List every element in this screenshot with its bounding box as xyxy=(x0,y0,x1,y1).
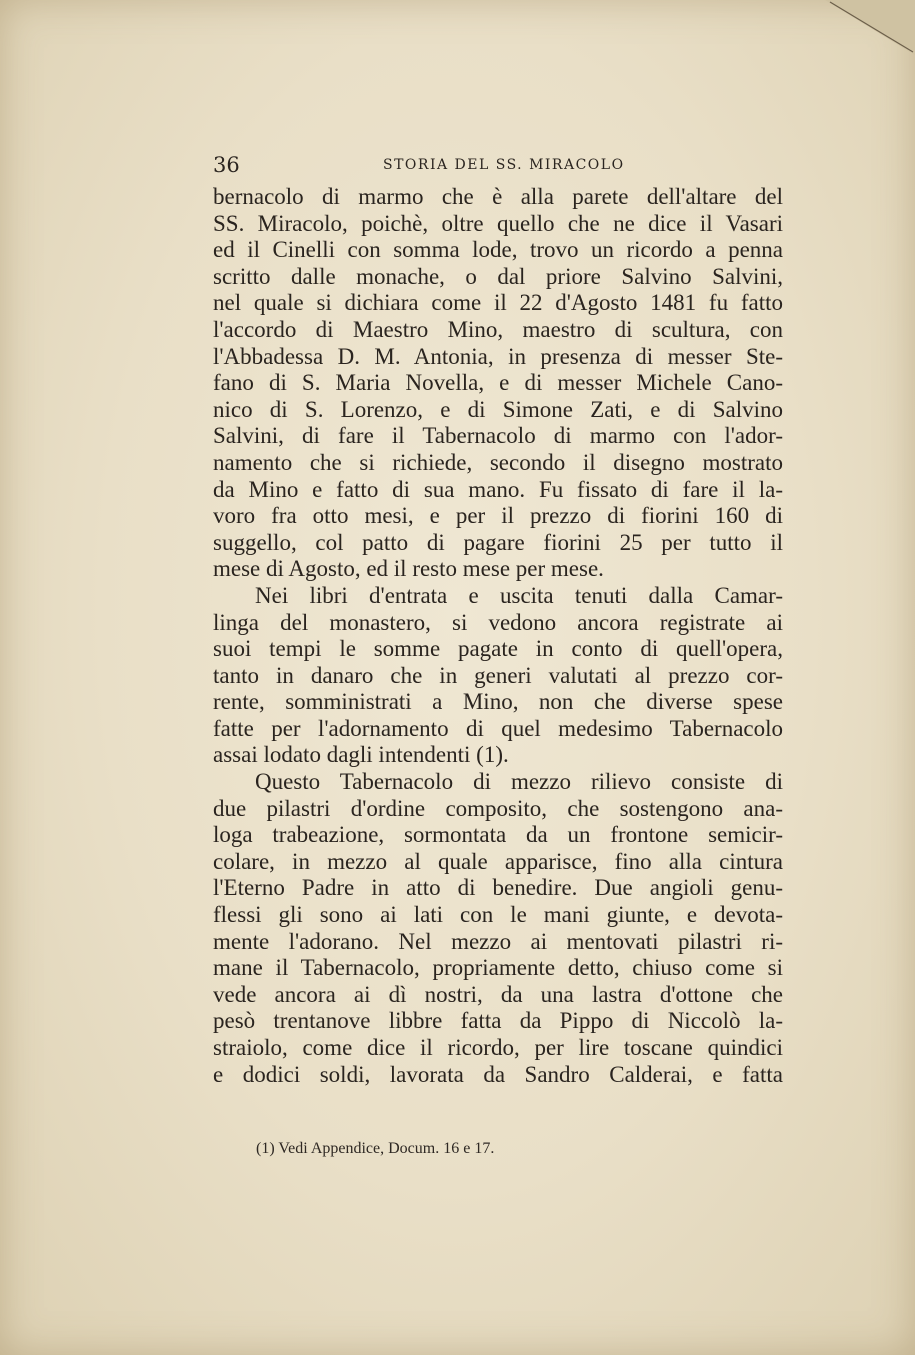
text-line: fatte per l'adornamento di quel medesimo Tabernacolo xyxy=(213,715,783,741)
text-line: Nei libri d'entrata e uscita tenuti dalla Camar- xyxy=(255,582,783,608)
text-line: flessi gli sono ai lati con le mani giunte, e devota- xyxy=(213,902,783,928)
folded-corner xyxy=(825,0,915,60)
text-line: mente l'adorano. Nel mezzo ai mentovati pilastri ri- xyxy=(213,928,783,954)
text-line: Salvini, di fare il Tabernacolo di marmo con l'ador- xyxy=(213,423,783,449)
text-line: loga trabeazione, sormontata da un frontone semicir- xyxy=(213,822,783,848)
running-title: STORIA DEL SS. MIRACOLO xyxy=(383,157,625,173)
page-header xyxy=(213,153,783,183)
text-line: mese di Agosto, ed il resto mese per mese. xyxy=(213,556,604,582)
text-line: l'Abbadessa D. M. Antonia, in presenza di messer Ste- xyxy=(213,343,783,369)
text-line: scritto dalle monache, o dal priore Salvino Salvini, xyxy=(213,263,783,289)
text-line: l'accordo di Maestro Mino, maestro di scultura, con xyxy=(213,316,783,342)
text-line: nico di S. Lorenzo, e di Simone Zati, e di Salvino xyxy=(213,396,783,422)
text-line: fano di S. Maria Novella, e di messer Michele Cano- xyxy=(213,370,783,396)
text-line: pesò trentanove libbre fatta da Pippo di Niccolò la- xyxy=(213,1008,783,1034)
text-line: straiolo, come dice il ricordo, per lire toscane quindici xyxy=(213,1035,783,1060)
text-line: bernacolo di marmo che è alla parete dell'altare del xyxy=(213,184,783,209)
text-line: rente, somministrati a Mino, non che diverse spese xyxy=(213,689,783,715)
text-line: suoi tempi le somme pagate in conto di quell'opera, xyxy=(213,636,783,662)
text-line: linga del monastero, si vedono ancora registrate ai xyxy=(213,609,783,635)
text-line: l'Eterno Padre in atto di benedire. Due angioli genu- xyxy=(213,875,783,901)
text-line: due pilastri d'ordine composito, che sostengono ana- xyxy=(213,795,783,821)
text-line: tanto in danaro che in generi valutati al prezzo cor- xyxy=(213,662,783,688)
footnote: (1) Vedi Appendice, Docum. 16 e 17. xyxy=(256,1140,495,1157)
text-line: e dodici soldi, lavorata da Sandro Calderai, e fatta xyxy=(213,1061,783,1087)
text-line: nel quale si dichiara come il 22 d'Agosto 1481 fu fatto xyxy=(213,290,783,316)
text-line: mane il Tabernacolo, propriamente detto, chiuso come si xyxy=(213,955,783,981)
text-line: namento che si richiede, secondo il disegno mostrato xyxy=(213,449,783,475)
text-line: da Mino e fatto di sua mano. Fu fissato di fare il la- xyxy=(213,476,783,502)
text-line: vede ancora ai dì nostri, da una lastra d'ottone che xyxy=(213,981,783,1007)
text-line: voro fra otto mesi, e per il prezzo di fiorini 160 di xyxy=(213,503,783,529)
text-line: suggello, col patto di pagare fiorini 25 per tutto il xyxy=(213,529,783,555)
text-line: colare, in mezzo al quale apparisce, fino alla cintura xyxy=(213,848,783,874)
page-number: 36 xyxy=(213,153,240,177)
text-line: ed il Cinelli con somma lode, trovo un ricordo a penna xyxy=(213,237,783,263)
text-line: Questo Tabernacolo di mezzo rilievo consiste di xyxy=(255,769,783,795)
body-text xyxy=(213,184,783,1088)
text-line: SS. Miracolo, poichè, oltre quello che ne dice il Vasari xyxy=(213,210,783,236)
text-line: assai lodato dagli intendenti (1). xyxy=(213,742,509,768)
